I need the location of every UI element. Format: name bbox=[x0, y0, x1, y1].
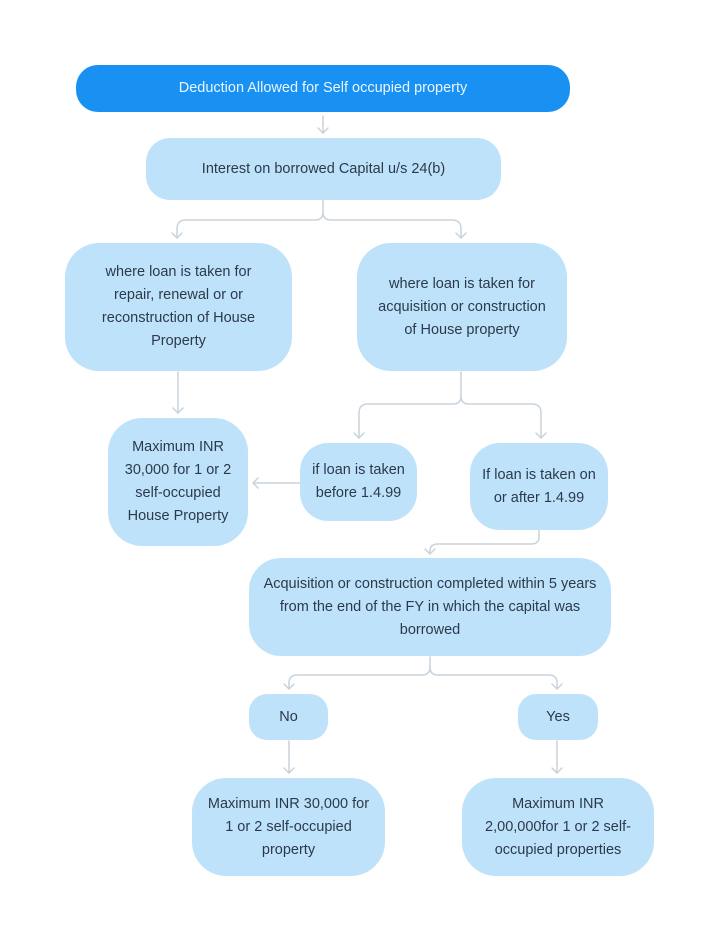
before-1499-node: if loan is taken before 1.4.99 bbox=[300, 443, 417, 521]
max-30000-property-node: Maximum INR 30,000 for 1 or 2 self-occupied property bbox=[192, 778, 385, 876]
repair-loan-node: where loan is taken for repair, renewal or or reconstruction of House Property bbox=[65, 243, 292, 371]
after-1499-node: If loan is taken on or after 1.4.99 bbox=[470, 443, 608, 530]
completed-5-years-node: Acquisition or construction completed within 5 years from the end of the FY in which the capital was borrowed bbox=[249, 558, 611, 656]
root-node: Deduction Allowed for Self occupied property bbox=[76, 65, 570, 112]
max-200000-node: Maximum INR 2,00,000for 1 or 2 self-occupied properties bbox=[462, 778, 654, 876]
interest-node: Interest on borrowed Capital u/s 24(b) bbox=[146, 138, 501, 200]
acquisition-loan-node: where loan is taken for acquisition or construction of House property bbox=[357, 243, 567, 371]
no-node: No bbox=[249, 694, 328, 740]
max-30000-house-node: Maximum INR 30,000 for 1 or 2 self-occupied House Property bbox=[108, 418, 248, 546]
yes-node: Yes bbox=[518, 694, 598, 740]
